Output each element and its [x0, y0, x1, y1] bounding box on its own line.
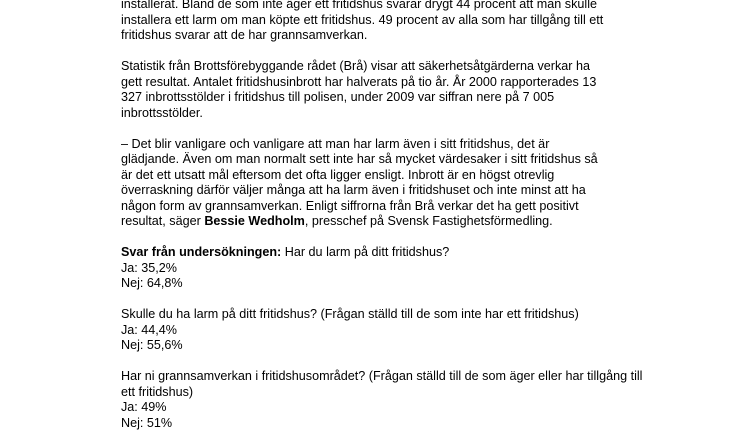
- text-line: överraskning därför väljer många att ha larm även i fritidshuset och inte minst att ha: [121, 183, 586, 197]
- paragraph-quote: [121, 137, 681, 230]
- text-line: är det ett utsatt mål eftersom det ofta ligger ensligt. Inbrott är en högst otrevlig: [121, 167, 555, 182]
- survey-question-2: [121, 307, 681, 354]
- survey-question-3: [121, 369, 681, 431]
- survey-answer: Nej: 55,6%: [121, 338, 183, 352]
- survey-question-text: Skulle du ha larm på ditt fritidshus? (Frågan ställd till de som inte har ett fritidshus): [121, 307, 579, 321]
- quote-attribution-prefix: resultat, säger: [121, 214, 205, 228]
- survey-question-text: Har ni grannsamverkan i fritidshusområdet? (Frågan ställd till de som äger eller har tillgång till: [121, 369, 643, 383]
- quote-attribution-suffix: , presschef på Svensk Fastighetsförmedling.: [304, 214, 553, 228]
- text-line: någon form av grannsamverkan. Enligt siffrorna från Brå verkar det ha gett positivt: [121, 198, 579, 213]
- text-line: [121, 214, 681, 230]
- survey-question-1: [121, 245, 681, 292]
- text-line: [121, 245, 681, 261]
- text-line: glädjande. Även om man normalt sett inte har så mycket värdesaker i sitt fritidshus så: [121, 152, 598, 166]
- survey-answer: Nej: 51%: [121, 415, 173, 430]
- text-line: installerat. Bland de som inte äger ett fritidshus svarar drygt 44 procent att man skulle: [121, 0, 597, 11]
- text-line: Statistik från Brottsförebyggande rådet (Brå) visar att säkerhetsåtgärderna verkar ha: [121, 59, 590, 73]
- survey-question-text: ett fritidshus): [121, 384, 194, 399]
- spokesperson-name: Bessie Wedholm: [204, 214, 305, 228]
- text-line: 327 inbrottsstölder i fritidshus till polisen, under 2009 var siffran nere på 7 005: [121, 90, 555, 104]
- survey-answer: Ja: 49%: [121, 400, 167, 414]
- survey-question-text: Har du larm på ditt fritidshus?: [284, 245, 450, 259]
- paragraph-bra-statistics: [121, 59, 681, 121]
- text-line: gett resultat. Antalet fritidshusinbrott har halverats på tio år. År 2000 rapporterades 13: [121, 74, 597, 89]
- document-body: [121, 0, 681, 447]
- text-line: inbrottsstölder.: [121, 105, 203, 120]
- survey-answer: Nej: 64,8%: [121, 276, 183, 290]
- text-line: installera ett larm om man köpte ett fritidshus. 49 procent av alla som har tillgång till ett: [121, 12, 604, 27]
- survey-answer: Ja: 44,4%: [121, 322, 178, 337]
- paragraph-alarm-intent: [121, 0, 681, 44]
- survey-answer: Ja: 35,2%: [121, 260, 178, 275]
- text-line: – Det blir vanligare och vanligare att man har larm även i sitt fritidshus, det är: [121, 136, 550, 151]
- text-line: fritidshus svarar att de har grannsamverkan.: [121, 28, 368, 42]
- survey-heading: Svar från undersökningen:: [121, 245, 282, 259]
